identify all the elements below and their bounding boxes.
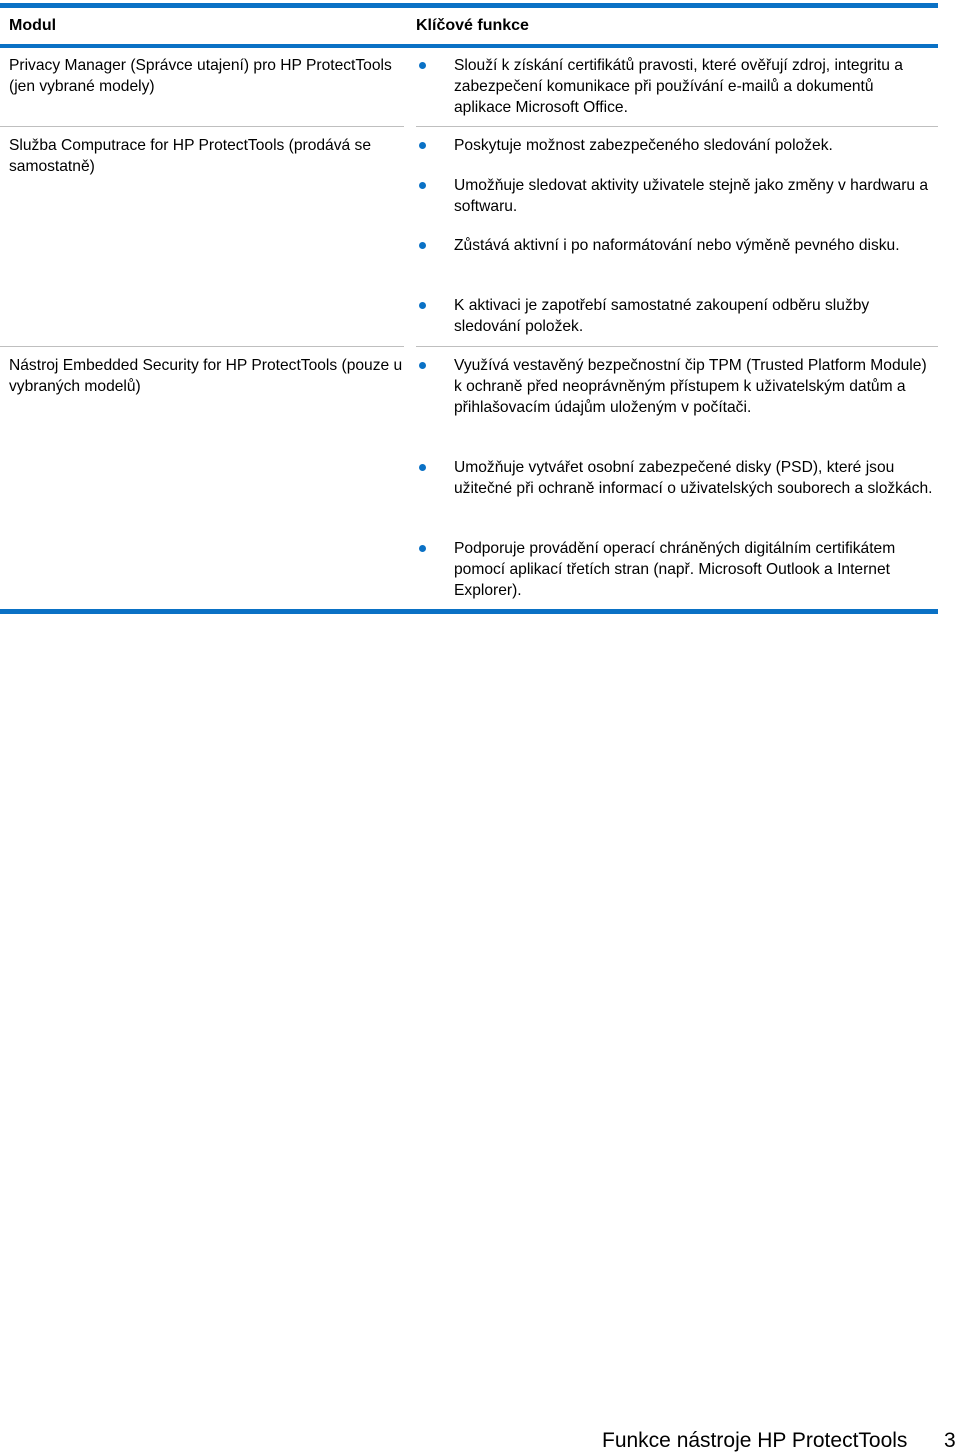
bullet-icon (419, 545, 426, 552)
feature-bullet: K aktivaci je zapotřebí samostatné zakoupení odběru služby sledování položek. (454, 297, 870, 335)
row-divider (0, 126, 404, 127)
bullet-icon (419, 142, 426, 149)
column-header-features: Klíčové funkce (416, 17, 529, 34)
row-divider (416, 126, 938, 127)
bullet-icon (419, 182, 426, 189)
table-top-rule (0, 3, 938, 8)
footer-title: Funkce nástroje HP ProtectTools (602, 1429, 908, 1452)
row-divider (0, 346, 404, 347)
module-privacy-manager: Privacy Manager (Správce utajení) pro HP ProtectTools (jen vybrané modely) (9, 57, 392, 95)
bullet-icon (419, 62, 426, 69)
feature-bullet: Umožňuje sledovat aktivity uživatele stejně jako změny v hardwaru a softwaru. (454, 177, 929, 215)
table-header-rule (0, 44, 938, 48)
bullet-icon (419, 242, 426, 249)
bullet-icon (419, 362, 426, 369)
feature-bullet: Podporuje provádění operací chráněných digitálním certifikátem pomocí aplikací třetích stran (např. Microsoft Outlook a Internet Explorer). (454, 540, 896, 599)
module-embedded-security: Nástroj Embedded Security for HP ProtectTools (pouze u vybraných modelů) (9, 357, 403, 395)
bullet-icon (419, 302, 426, 309)
page-number: 3 (944, 1429, 956, 1452)
bullet-icon (419, 464, 426, 471)
feature-bullet: Slouží k získání certifikátů pravosti, které ověřují zdroj, integritu a zabezpečení komunikace při používání e-mailů a dokumentů aplikace Microsoft Office. (454, 57, 903, 116)
row-divider (416, 346, 938, 347)
feature-bullet: Využívá vestavěný bezpečnostní čip TPM (Trusted Platform Module) k ochraně před neoprávněným přístupem k uživatelským datům a přihlašovacím údajům uloženým v počítači. (454, 357, 927, 416)
feature-bullet: Zůstává aktivní i po naformátování nebo výměně pevného disku. (454, 237, 900, 254)
module-computrace: Služba Computrace for HP ProtectTools (prodává se samostatně) (9, 137, 372, 175)
feature-bullet: Umožňuje vytvářet osobní zabezpečené disky (PSD), které jsou užitečné při ochraně informací o uživatelských souborech a složkách. (454, 459, 933, 497)
feature-bullet: Poskytuje možnost zabezpečeného sledování položek. (454, 137, 833, 154)
column-header-module: Modul (9, 17, 57, 34)
table-bottom-rule (0, 609, 938, 614)
